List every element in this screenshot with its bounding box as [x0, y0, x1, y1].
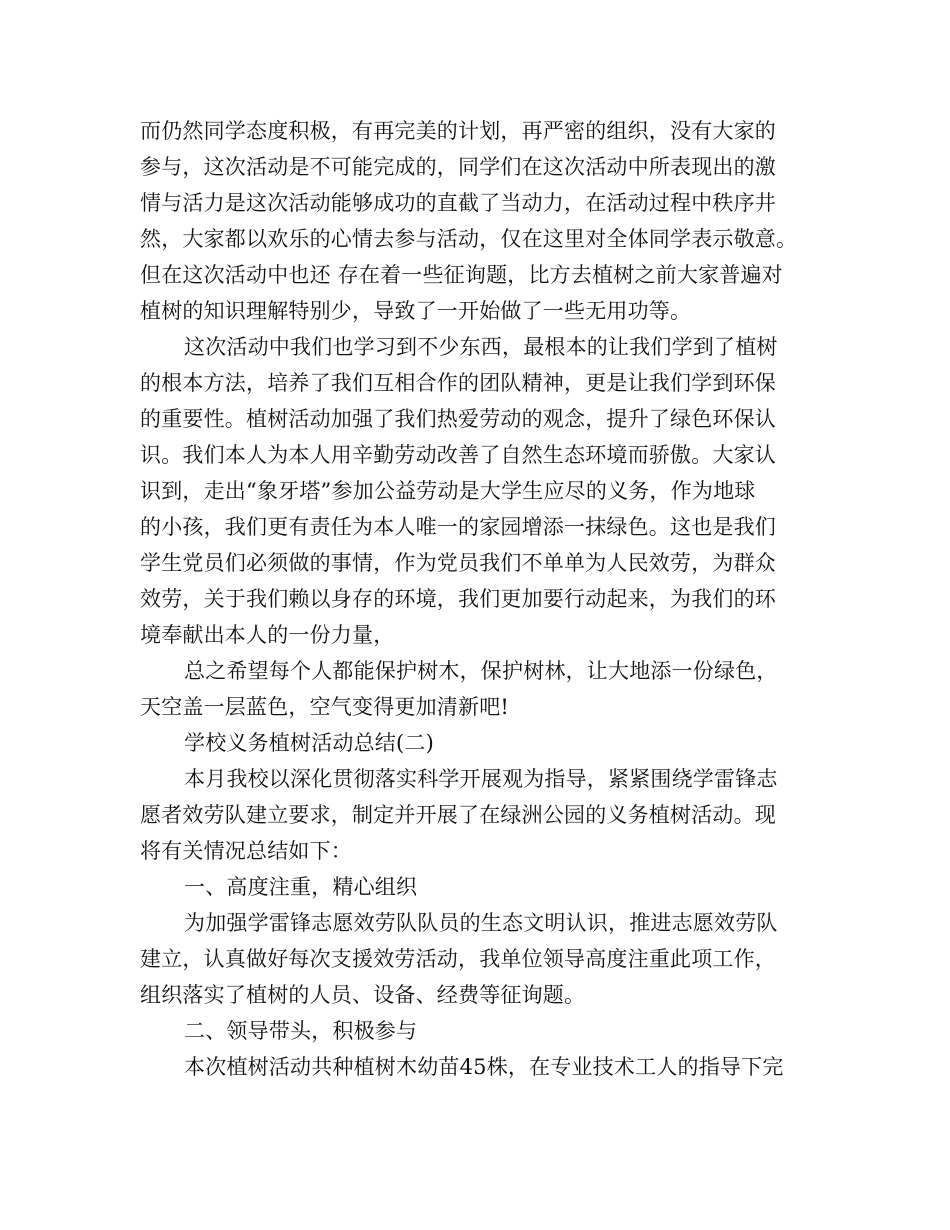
text-line: 的根本方法，培养了我们互相合作的团队精神，更是让我们学到环保	[140, 371, 776, 395]
paragraph-start-line: 本月我校以深化贯彻落实科学开展观为指导，紧紧围绕学雷锋志	[184, 767, 778, 791]
section-title: 学校义务植树活动总结(二)	[184, 731, 434, 755]
text-line: 将有关情况总结如下：	[140, 839, 352, 863]
paragraph-start-line: 总之希望每个人都能保护树木，保护树林，让大地添一份绿色，	[184, 659, 778, 683]
text-line: 情与活力是这次活动能够成功的直截了当动力，在活动过程中秩序井	[140, 191, 776, 215]
text-line: 的小孩，我们更有责任为本人唯一的家园增添一抹绿色。这也是我们	[140, 515, 776, 539]
paragraph-start-line: 为加强学雷锋志愿效劳队队员的生态文明认识，推进志愿效劳队	[184, 911, 778, 935]
text-line: 愿者效劳队建立要求，制定并开展了在绿洲公园的义务植树活动。现	[140, 803, 776, 827]
text-line: 识。我们本人为本人用辛勤劳动改善了自然生态环境而骄傲。大家认	[140, 443, 776, 467]
text-line: 然，大家都以欢乐的心情去参与活动，仅在这里对全体同学表示敬意。	[140, 227, 798, 251]
text-line: 组织落实了植树的人员、设备、经费等征询题。	[140, 983, 586, 1007]
paragraph-start-line: 本次植树活动共种植树木幼苗45株，在专业技术工人的指导下完	[184, 1055, 784, 1079]
text-line: 但在这次活动中也还 存在着一些征询题，比方去植树之前大家普遍对	[140, 263, 783, 287]
text-line: 而仍然同学态度积极，有再完美的计划，再严密的组织，没有大家的	[140, 119, 776, 143]
text-line: 植树的知识理解特别少，导致了一开始做了一些无用功等。	[140, 299, 692, 323]
text-line: 参与，这次活动是不可能完成的，同学们在这次活动中所表现出的激	[140, 155, 776, 179]
subheading: 一、高度注重，精心组织	[184, 875, 418, 899]
text-line: 效劳，关于我们赖以身存的环境，我们更加要行动起来，为我们的环	[140, 587, 776, 611]
text-line: 识到，走出“象牙塔”参加公益劳动是大学生应尽的义务，作为地球	[140, 479, 756, 503]
text-line: 学生党员们必须做的事情，作为党员我们不单单为人民效劳，为群众	[140, 551, 776, 575]
text-line: 建立，认真做好每次支援效劳活动，我单位领导高度注重此项工作，	[140, 947, 776, 971]
text-line: 的重要性。植树活动加强了我们热爱劳动的观念，提升了绿色环保认	[140, 407, 776, 431]
paragraph-start-line: 这次活动中我们也学习到不少东西，最根本的让我们学到了植树	[184, 335, 778, 359]
subheading: 二、领导带头，积极参与	[184, 1019, 418, 1043]
text-line: 境奉献出本人的一份力量，	[140, 623, 395, 647]
text-line: 天空盖一层蓝色，空气变得更加清新吧!	[140, 695, 510, 719]
